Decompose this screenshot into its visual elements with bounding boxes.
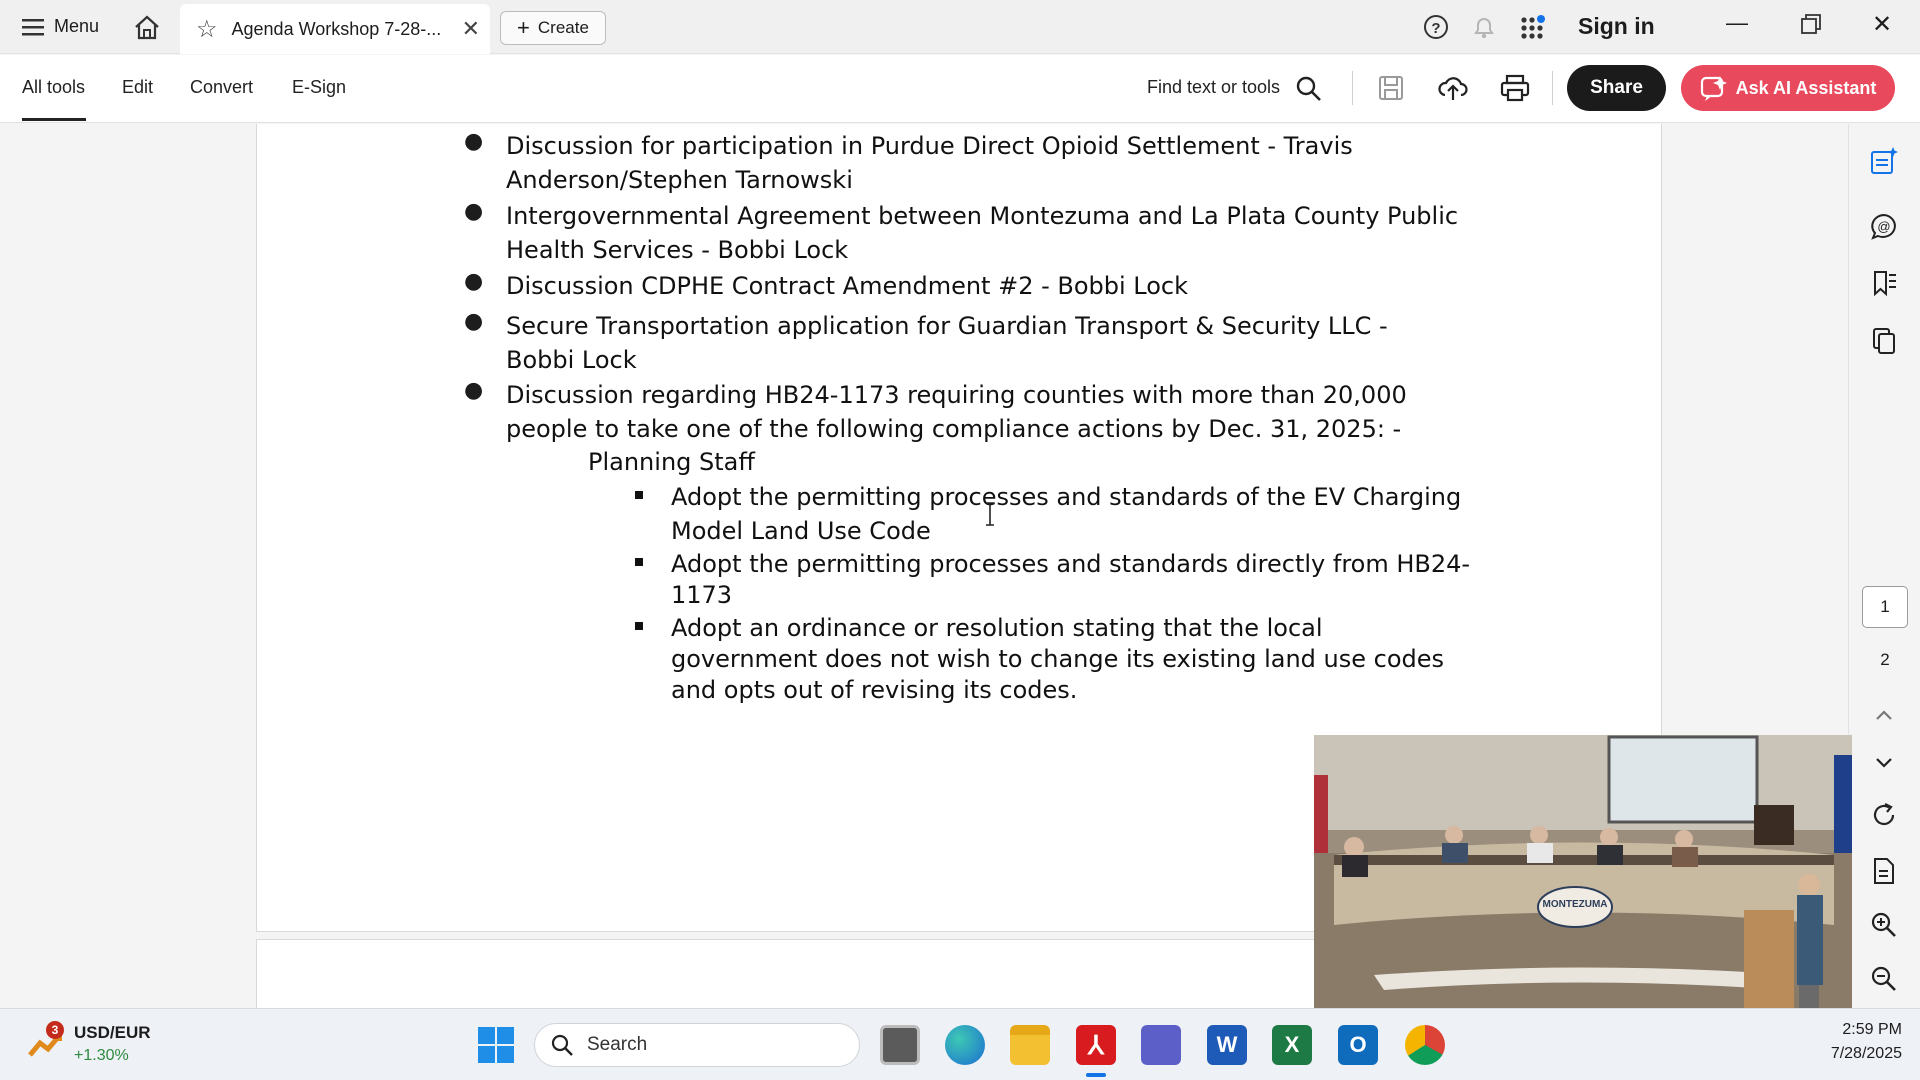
bullet-point: ● (464, 199, 484, 224)
tab-convert[interactable]: Convert (190, 77, 254, 97)
taskbar-search-box[interactable] (534, 1023, 860, 1067)
notifications-button[interactable] (1472, 14, 1496, 40)
subitem-2-line2: 1173 (671, 581, 733, 609)
county-seal-text: MONTEZUMA (1542, 899, 1608, 910)
agenda-item-4-line2: Bobbi Lock (506, 346, 637, 374)
apps-grid-icon (1520, 14, 1546, 40)
acrobat-icon[interactable] (1076, 1025, 1116, 1065)
zoom-out-icon (1870, 965, 1898, 993)
ai-assistant-label: Ask AI Assistant (1735, 77, 1877, 98)
svg-text:@: @ (1877, 219, 1891, 234)
search-placeholder: Search (587, 1034, 648, 1055)
pages-icon (1870, 327, 1898, 355)
help-icon (1423, 14, 1449, 40)
next-page-button[interactable] (1867, 746, 1901, 780)
tab-edit[interactable]: Edit (122, 77, 154, 97)
ai-assistant-icon (1700, 74, 1728, 102)
cloud-upload-icon[interactable] (1438, 73, 1468, 103)
toolbar-divider (1552, 71, 1553, 105)
square-bullet (635, 622, 643, 630)
zoom-in-button[interactable] (1867, 908, 1901, 942)
apps-button[interactable] (1520, 14, 1546, 40)
windows-logo-icon (477, 1026, 515, 1064)
subitem-3-line2: government does not wish to change its existing land use codes (671, 645, 1445, 673)
bookmarks-button[interactable] (1867, 266, 1901, 300)
bullet-point: ● (464, 129, 484, 154)
ask-ai-assistant-button[interactable] (1681, 65, 1895, 111)
outlook-glyph: O (1349, 1032, 1367, 1057)
subitem-3-line1: Adopt an ordinance or resolution stating that the local (671, 614, 1323, 642)
generative-summary-button[interactable] (1867, 144, 1901, 178)
find-text-label[interactable]: Find text or tools (1147, 77, 1281, 97)
windows-taskbar (0, 1008, 1920, 1080)
agenda-item-2-line1: Intergovernmental Agreement between Montezuma and La Plata County Public (506, 202, 1459, 230)
zoom-in-icon (1870, 911, 1898, 939)
meeting-room-scene (1314, 735, 1852, 1035)
tab-title: Agenda Workshop 7-28-... (231, 18, 442, 39)
help-button[interactable] (1423, 14, 1449, 40)
print-icon[interactable] (1500, 74, 1530, 102)
toolbar-divider (1352, 71, 1353, 105)
minimize-button[interactable] (1726, 10, 1748, 36)
agenda-item-5-line3: Planning Staff (588, 448, 755, 476)
svg-text:?: ? (1431, 20, 1441, 37)
start-button[interactable] (477, 1026, 515, 1069)
teams-icon[interactable] (1141, 1025, 1181, 1065)
hamburger-icon (22, 18, 44, 36)
subitem-3-line3: and opts out of revising its codes. (671, 676, 1078, 704)
document-tab[interactable] (180, 4, 490, 54)
plus-icon: + (517, 15, 530, 40)
create-button[interactable] (500, 11, 606, 45)
agenda-item-5-line1: Discussion regarding HB24-1173 requiring counties with more than 20,000 (506, 381, 1407, 409)
agenda-item-4-line1: Secure Transportation application for Guardian Transport & Security LLC - (506, 312, 1388, 340)
square-bullet (635, 491, 643, 499)
save-icon[interactable] (1378, 75, 1404, 101)
sign-in-button[interactable]: Sign in (1578, 13, 1655, 39)
word-glyph: W (1216, 1032, 1238, 1057)
home-icon (133, 14, 161, 40)
previous-page-button[interactable] (1867, 698, 1901, 732)
file-explorer-icon[interactable] (1010, 1025, 1050, 1065)
minimize-icon: — (1726, 10, 1748, 35)
restore-button[interactable] (1800, 13, 1822, 35)
subitem-1-line1: Adopt the permitting processes and standards of the EV Charging (671, 483, 1462, 511)
page-number-1[interactable]: 1 (1862, 586, 1908, 628)
excel-icon[interactable] (1272, 1025, 1312, 1065)
right-side-panel (1848, 124, 1920, 1008)
clock-date[interactable]: 7/28/2025 (1830, 1045, 1902, 1062)
zoom-out-button[interactable] (1867, 962, 1901, 996)
page-number-2[interactable]: 2 (1880, 650, 1890, 669)
text-cursor-icon (984, 502, 996, 526)
clock-time[interactable]: 2:59 PM (1842, 1021, 1902, 1038)
active-app-indicator (1086, 1073, 1106, 1077)
task-view-icon[interactable] (880, 1025, 920, 1065)
rotate-icon (1870, 801, 1898, 829)
star-icon[interactable]: ☆ (196, 15, 218, 43)
close-icon: ✕ (1872, 11, 1893, 38)
search-icon[interactable] (1296, 76, 1322, 102)
agenda-item-5-line2: people to take one of the following compliance actions by Dec. 31, 2025: - (506, 415, 1402, 443)
chrome-icon[interactable] (1405, 1025, 1445, 1065)
close-tab-icon[interactable]: ✕ (461, 16, 480, 41)
page-scan-icon (1870, 857, 1898, 885)
tab-esign[interactable]: E-Sign (292, 77, 347, 97)
meeting-video-overlay[interactable] (1314, 735, 1852, 1035)
subitem-2-line1: Adopt the permitting processes and standards directly from HB24- (671, 550, 1471, 578)
agenda-item-3: Discussion CDPHE Contract Amendment #2 - Bobbi Lock (506, 272, 1189, 300)
page-display-button[interactable] (1867, 854, 1901, 888)
main-toolbar (0, 55, 1920, 123)
edge-browser-icon[interactable] (945, 1025, 985, 1065)
subitem-1-line2: Model Land Use Code (671, 517, 931, 545)
home-button[interactable] (133, 14, 161, 40)
menu-label: Menu (54, 16, 100, 36)
bullet-point: ● (464, 378, 484, 403)
notification-badge: 3 (46, 1021, 64, 1039)
page-thumbnails-button[interactable] (1867, 324, 1901, 358)
agenda-item-1-line2: Anderson/Stephen Tarnowski (506, 166, 853, 194)
tab-all-tools[interactable]: All tools (22, 77, 86, 97)
title-bar (0, 0, 1920, 54)
agenda-item-2-line2: Health Services - Bobbi Lock (506, 236, 849, 264)
agenda-item-1-line1: Discussion for participation in Purdue Direct Opioid Settlement - Travis (506, 132, 1353, 160)
bookmark-icon (1870, 269, 1898, 297)
menu-button[interactable] (22, 16, 99, 37)
active-tab-indicator (22, 118, 86, 121)
share-button[interactable]: Share (1567, 65, 1666, 111)
bullet-point: ● (464, 269, 484, 294)
outlook-icon[interactable] (1338, 1025, 1378, 1065)
chevron-down-icon (1874, 756, 1894, 770)
ticker-change: +1.30% (74, 1047, 129, 1064)
restore-icon (1800, 13, 1822, 35)
comments-panel-button[interactable] (1867, 210, 1901, 244)
chevron-up-icon (1874, 708, 1894, 722)
square-bullet (635, 558, 643, 566)
ticker-symbol: USD/EUR (74, 1023, 151, 1042)
stock-widget-button[interactable] (26, 1025, 66, 1065)
bell-icon (1472, 14, 1496, 40)
excel-glyph: X (1284, 1032, 1300, 1057)
close-window-button[interactable] (1872, 10, 1892, 39)
rotate-button[interactable] (1867, 798, 1901, 832)
bullet-point: ● (464, 309, 484, 334)
word-icon[interactable] (1207, 1025, 1247, 1065)
summary-icon (1869, 146, 1899, 176)
acrobat-glyph: ⅄ (1088, 1029, 1104, 1060)
comment-at-icon (1870, 213, 1898, 241)
search-icon (551, 1034, 573, 1056)
create-label: Create (537, 18, 589, 37)
